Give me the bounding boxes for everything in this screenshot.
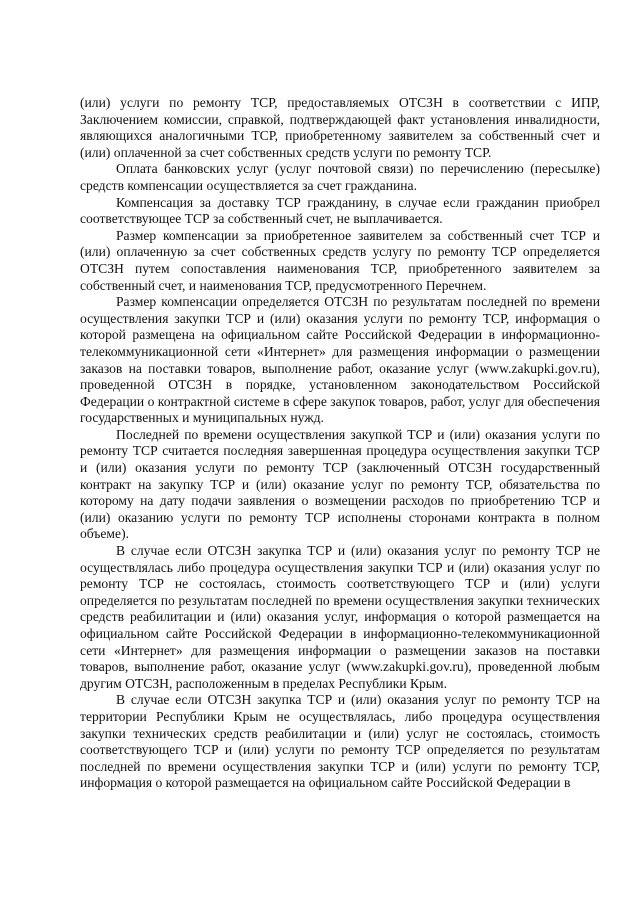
paragraph-8: В случае если ОТСЗН закупка ТСР и (или) оказания услуг по ремонту ТСР на территории Республики Крым не осуществлялась, либо процедура осуществления закупки технических средств реабилитации и (или) услуг не состоялась, стоимость соответствующего ТСР и (или) услуги по ремонту ТСР определяется по результатам последней по времени осуществления закупки ТСР и (или) услуги по ремонту ТСР, информация о которой размещается на официальном сайте Российской Федерации в: [80, 692, 600, 791]
paragraph-5: Размер компенсации определяется ОТСЗН по результатам последней по времени осуществления закупки ТСР и (или) оказания услуги по ремонту ТСР, информация о которой размещена на официальном сайте Российской Федерации в информационно-телекоммуникационной сети «Интернет» для размещения информации о размещении заказов на поставки товаров, выполнение работ, оказание услуг (www.zakupki.gov.ru), проведенной ОТСЗН в порядке, установленном законодательством Российской Федерации о контрактной системе в сфере закупок товаров, работ, услуг для обеспечения государственных и муниципальных нужд.: [80, 294, 600, 426]
paragraph-7: В случае если ОТСЗН закупка ТСР и (или) оказания услуг по ремонту ТСР не осуществлялась либо процедура осуществления закупки ТСР и (или) оказания услуг по ремонту ТСР не состоялась, стоимость соответствующего ТСР и (или) услуги определяется по результатам последней по времени осуществления закупки технических средств реабилитации и (или) оказания услуг, информация о которой размещается на официальном сайте Российской Федерации в информационно-телекоммуникационной сети «Интернет» для размещения информации о размещении заказов на поставки товаров, выполнение работ, оказание услуг (www.zakupki.gov.ru), проведенной любым другим ОТСЗН, расположенным в пределах Республики Крым.: [80, 543, 600, 691]
document-body: [80, 95, 600, 792]
paragraph-1: (или) услуги по ремонту ТСР, предоставляемых ОТСЗН в соответствии с ИПР, Заключением комиссии, справкой, подтверждающей факт установления инвалидности, являющихся аналогичными ТСР, приобретенному заявителем за собственный счет и (или) оплаченной за счет собственных средств услуги по ремонту ТСР.: [80, 95, 600, 160]
paragraph-6: Последней по времени осуществления закупкой ТСР и (или) оказания услуги по ремонту ТСР считается последняя завершенная процедура осуществления закупки ТСР и (или) оказания услуги по ремонту ТСР (заключенный ОТСЗН государственный контракт на закупку ТСР и (или) оказание услуг по ремонту ТСР, обязательства по которому на дату подачи заявления о возмещении расходов по приобретению ТСР и (или) оказанию услуги по ремонту ТСР исполнены сторонами контракта в полном объеме).: [80, 426, 600, 542]
paragraph-4: Размер компенсации за приобретенное заявителем за собственный счет ТСР и (или) оплаченную за счет собственных средств услугу по ремонту ТСР определяется ОТСЗН путем сопоставления наименования ТСР, приобретенного заявителем за собственный счет, и наименования ТСР, предусмотренного Перечнем.: [80, 227, 600, 293]
paragraph-2: Оплата банковских услуг (услуг почтовой связи) по перечислению (пересылке) средств компенсации осуществляется за счет гражданина.: [80, 161, 600, 193]
paragraph-3: Компенсация за доставку ТСР гражданину, в случае если гражданин приобрел соответствующее ТСР за собственный счет, не выплачивается.: [80, 194, 600, 227]
